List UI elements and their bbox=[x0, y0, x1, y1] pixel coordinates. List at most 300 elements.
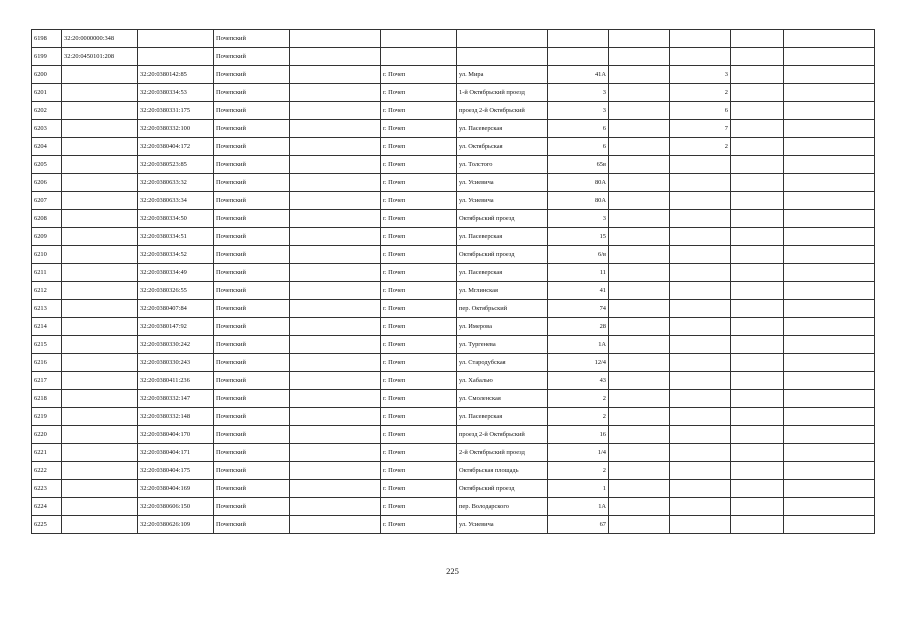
cell-empty bbox=[609, 228, 670, 246]
cell-city: г. Почеп bbox=[381, 84, 457, 102]
cell-house: 43 bbox=[548, 372, 609, 390]
cell-cadastral-number-2: 32:20:0380332:148 bbox=[138, 408, 214, 426]
cell-row-number: 6200 bbox=[32, 66, 62, 84]
table-row bbox=[32, 318, 875, 336]
cell-empty bbox=[609, 264, 670, 282]
cell-cadastral-number-2: 32:20:0380633:34 bbox=[138, 192, 214, 210]
cell-empty bbox=[784, 102, 875, 120]
cell-city: г. Почеп bbox=[381, 318, 457, 336]
cell-empty bbox=[290, 120, 381, 138]
cell-empty bbox=[609, 426, 670, 444]
cell-cadastral-number-2: 32:20:0380332:100 bbox=[138, 120, 214, 138]
cell-district: Почепский bbox=[214, 48, 290, 66]
cell-district: Почепский bbox=[214, 120, 290, 138]
cell-empty bbox=[609, 390, 670, 408]
cell-empty bbox=[609, 282, 670, 300]
cell-row-number: 6209 bbox=[32, 228, 62, 246]
cell-empty bbox=[731, 102, 784, 120]
cell-cadastral-number bbox=[62, 516, 138, 534]
cell-cadastral-number bbox=[62, 192, 138, 210]
cell-street: проезд 2-й Октябрьский bbox=[457, 102, 548, 120]
cell-empty bbox=[784, 462, 875, 480]
cell-city: г. Почеп bbox=[381, 66, 457, 84]
cell-district: Почепский bbox=[214, 138, 290, 156]
cell-empty bbox=[290, 84, 381, 102]
cell-street: пер. Октябрьский bbox=[457, 300, 548, 318]
cell-district: Почепский bbox=[214, 444, 290, 462]
cell-empty bbox=[609, 66, 670, 84]
cell-empty bbox=[290, 336, 381, 354]
cell-row-number: 6221 bbox=[32, 444, 62, 462]
cell-empty bbox=[731, 48, 784, 66]
cell-empty bbox=[290, 426, 381, 444]
cell-empty bbox=[784, 390, 875, 408]
cell-city: г. Почеп bbox=[381, 228, 457, 246]
cell-empty bbox=[290, 444, 381, 462]
cell-row-number: 6206 bbox=[32, 174, 62, 192]
cell-cadastral-number bbox=[62, 390, 138, 408]
cell-cadastral-number-2: 32:20:0380334:51 bbox=[138, 228, 214, 246]
cell-flat: 2 bbox=[670, 84, 731, 102]
cell-cadastral-number bbox=[62, 174, 138, 192]
cell-street: проезд 2-й Октябрьский bbox=[457, 426, 548, 444]
cell-house bbox=[548, 30, 609, 48]
cell-empty bbox=[290, 480, 381, 498]
cell-empty bbox=[784, 426, 875, 444]
cell-street: ул. Пасеверская bbox=[457, 228, 548, 246]
cell-empty bbox=[784, 66, 875, 84]
cell-empty bbox=[784, 336, 875, 354]
cell-empty bbox=[731, 66, 784, 84]
cell-street: ул. Пасеверская bbox=[457, 120, 548, 138]
cell-cadastral-number-2 bbox=[138, 48, 214, 66]
cell-flat bbox=[670, 408, 731, 426]
cell-row-number: 6215 bbox=[32, 336, 62, 354]
page-number: 225 bbox=[446, 566, 459, 576]
cell-empty bbox=[290, 516, 381, 534]
cell-empty bbox=[731, 156, 784, 174]
cell-cadastral-number bbox=[62, 300, 138, 318]
table-row bbox=[32, 84, 875, 102]
cell-empty bbox=[784, 480, 875, 498]
cell-street: ул. Октябрьская bbox=[457, 138, 548, 156]
cell-row-number: 6208 bbox=[32, 210, 62, 228]
cell-district: Почепский bbox=[214, 228, 290, 246]
cell-district: Почепский bbox=[214, 462, 290, 480]
cell-cadastral-number-2: 32:20:0380142:85 bbox=[138, 66, 214, 84]
cell-empty bbox=[731, 390, 784, 408]
cell-flat bbox=[670, 30, 731, 48]
cell-district: Почепский bbox=[214, 30, 290, 48]
cell-empty bbox=[731, 300, 784, 318]
cell-empty bbox=[609, 192, 670, 210]
cell-empty bbox=[290, 174, 381, 192]
cell-district: Почепский bbox=[214, 264, 290, 282]
cell-cadastral-number bbox=[62, 498, 138, 516]
cell-empty bbox=[784, 120, 875, 138]
cell-empty bbox=[290, 318, 381, 336]
cell-street: ул. Мглинская bbox=[457, 282, 548, 300]
cell-empty bbox=[731, 408, 784, 426]
cell-empty bbox=[609, 138, 670, 156]
cell-street: Октябрьский проезд bbox=[457, 210, 548, 228]
cell-empty bbox=[290, 390, 381, 408]
cell-house: 12/4 bbox=[548, 354, 609, 372]
cell-flat bbox=[670, 282, 731, 300]
cell-empty bbox=[290, 192, 381, 210]
cell-empty bbox=[609, 498, 670, 516]
cell-row-number: 6222 bbox=[32, 462, 62, 480]
cell-empty bbox=[290, 156, 381, 174]
cell-empty bbox=[731, 138, 784, 156]
table-row bbox=[32, 444, 875, 462]
cell-empty bbox=[731, 246, 784, 264]
cell-flat: 6 bbox=[670, 102, 731, 120]
cell-empty bbox=[290, 30, 381, 48]
cell-row-number: 6207 bbox=[32, 192, 62, 210]
cell-empty bbox=[731, 498, 784, 516]
cell-cadastral-number-2: 32:20:0380404:171 bbox=[138, 444, 214, 462]
cell-street: ул. Хабалью bbox=[457, 372, 548, 390]
cell-cadastral-number-2: 32:20:0380523:85 bbox=[138, 156, 214, 174]
cell-cadastral-number-2: 32:20:0380326:55 bbox=[138, 282, 214, 300]
cell-cadastral-number bbox=[62, 66, 138, 84]
cell-city: г. Почеп bbox=[381, 498, 457, 516]
cell-street: пер. Володарского bbox=[457, 498, 548, 516]
cell-empty bbox=[609, 300, 670, 318]
table-row bbox=[32, 102, 875, 120]
cell-empty bbox=[290, 246, 381, 264]
cell-row-number: 6216 bbox=[32, 354, 62, 372]
cell-cadastral-number-2: 32:20:0380404:172 bbox=[138, 138, 214, 156]
cell-empty bbox=[609, 156, 670, 174]
cell-city: г. Почеп bbox=[381, 444, 457, 462]
cell-cadastral-number bbox=[62, 480, 138, 498]
table-body bbox=[32, 30, 875, 534]
cell-street: ул. Усиевича bbox=[457, 192, 548, 210]
cell-flat bbox=[670, 48, 731, 66]
cell-empty bbox=[784, 300, 875, 318]
table-row bbox=[32, 174, 875, 192]
cell-cadastral-number-2: 32:20:0380334:49 bbox=[138, 264, 214, 282]
cell-empty bbox=[609, 516, 670, 534]
cell-house: 67 bbox=[548, 516, 609, 534]
cell-cadastral-number bbox=[62, 408, 138, 426]
cell-district: Почепский bbox=[214, 210, 290, 228]
cell-flat bbox=[670, 264, 731, 282]
cell-house: 3 bbox=[548, 102, 609, 120]
cell-street: 1-й Октябрьский проезд bbox=[457, 84, 548, 102]
cell-city: г. Почеп bbox=[381, 300, 457, 318]
cell-empty bbox=[731, 372, 784, 390]
cell-street: ул. Пасеверская bbox=[457, 408, 548, 426]
cell-city: г. Почеп bbox=[381, 336, 457, 354]
cell-empty bbox=[609, 102, 670, 120]
table-row bbox=[32, 354, 875, 372]
cell-cadastral-number bbox=[62, 264, 138, 282]
cell-cadastral-number-2: 32:20:0380334:50 bbox=[138, 210, 214, 228]
cell-city: г. Почеп bbox=[381, 390, 457, 408]
cell-house: 11 bbox=[548, 264, 609, 282]
registry-table bbox=[31, 29, 875, 534]
cell-cadastral-number-2: 32:20:0380411:236 bbox=[138, 372, 214, 390]
table-row bbox=[32, 408, 875, 426]
cell-empty bbox=[731, 282, 784, 300]
cell-cadastral-number-2 bbox=[138, 30, 214, 48]
cell-empty bbox=[784, 210, 875, 228]
cell-empty bbox=[609, 210, 670, 228]
table-row bbox=[32, 282, 875, 300]
cell-house: 41А bbox=[548, 66, 609, 84]
cell-cadastral-number-2: 32:20:0380334:53 bbox=[138, 84, 214, 102]
cell-cadastral-number-2: 32:20:0380330:242 bbox=[138, 336, 214, 354]
cell-empty bbox=[731, 354, 784, 372]
cell-district: Почепский bbox=[214, 300, 290, 318]
cell-flat bbox=[670, 174, 731, 192]
cell-city: г. Почеп bbox=[381, 480, 457, 498]
cell-empty bbox=[609, 408, 670, 426]
cell-house: 1А bbox=[548, 498, 609, 516]
cell-cadastral-number bbox=[62, 444, 138, 462]
cell-cadastral-number bbox=[62, 318, 138, 336]
cell-flat bbox=[670, 516, 731, 534]
cell-city: г. Почеп bbox=[381, 156, 457, 174]
cell-district: Почепский bbox=[214, 408, 290, 426]
cell-flat bbox=[670, 498, 731, 516]
cell-empty bbox=[290, 66, 381, 84]
cell-empty bbox=[731, 318, 784, 336]
cell-district: Почепский bbox=[214, 336, 290, 354]
cell-cadastral-number-2: 32:20:0380404:175 bbox=[138, 462, 214, 480]
cell-city bbox=[381, 30, 457, 48]
cell-empty bbox=[609, 84, 670, 102]
cell-cadastral-number bbox=[62, 246, 138, 264]
cell-street bbox=[457, 48, 548, 66]
cell-row-number: 6210 bbox=[32, 246, 62, 264]
cell-empty bbox=[609, 120, 670, 138]
cell-district: Почепский bbox=[214, 480, 290, 498]
cell-row-number: 6213 bbox=[32, 300, 62, 318]
cell-empty bbox=[609, 462, 670, 480]
cell-district: Почепский bbox=[214, 246, 290, 264]
cell-empty bbox=[784, 282, 875, 300]
cell-empty bbox=[609, 30, 670, 48]
table-row bbox=[32, 156, 875, 174]
cell-district: Почепский bbox=[214, 282, 290, 300]
cell-empty bbox=[290, 282, 381, 300]
cell-empty bbox=[784, 174, 875, 192]
cell-street: 2-й Октябрьский проезд bbox=[457, 444, 548, 462]
cell-empty bbox=[784, 516, 875, 534]
cell-empty bbox=[290, 354, 381, 372]
cell-empty bbox=[290, 372, 381, 390]
cell-row-number: 6204 bbox=[32, 138, 62, 156]
cell-flat bbox=[670, 300, 731, 318]
cell-empty bbox=[731, 210, 784, 228]
cell-empty bbox=[290, 138, 381, 156]
cell-flat bbox=[670, 372, 731, 390]
cell-empty bbox=[609, 372, 670, 390]
table-row bbox=[32, 120, 875, 138]
cell-city: г. Почеп bbox=[381, 192, 457, 210]
cell-street: ул. Мира bbox=[457, 66, 548, 84]
cell-house: 6/в bbox=[548, 246, 609, 264]
cell-row-number: 6211 bbox=[32, 264, 62, 282]
cell-street: Октябрьский проезд bbox=[457, 246, 548, 264]
cell-empty bbox=[784, 84, 875, 102]
cell-empty bbox=[290, 300, 381, 318]
cell-street: ул. Имерова bbox=[457, 318, 548, 336]
cell-empty bbox=[784, 192, 875, 210]
cell-city: г. Почеп bbox=[381, 408, 457, 426]
cell-cadastral-number-2: 32:20:0380404:170 bbox=[138, 426, 214, 444]
cell-city: г. Почеп bbox=[381, 120, 457, 138]
table-row bbox=[32, 48, 875, 66]
cell-row-number: 6225 bbox=[32, 516, 62, 534]
cell-flat bbox=[670, 462, 731, 480]
cell-district: Почепский bbox=[214, 354, 290, 372]
cell-empty bbox=[784, 444, 875, 462]
cell-empty bbox=[290, 408, 381, 426]
cell-house: 2 bbox=[548, 390, 609, 408]
cell-empty bbox=[290, 264, 381, 282]
cell-city: г. Почеп bbox=[381, 174, 457, 192]
cell-street: ул. Усиевича bbox=[457, 516, 548, 534]
cell-city: г. Почеп bbox=[381, 264, 457, 282]
cell-flat bbox=[670, 354, 731, 372]
cell-house: 15 bbox=[548, 228, 609, 246]
cell-cadastral-number bbox=[62, 156, 138, 174]
cell-city: г. Почеп bbox=[381, 282, 457, 300]
cell-empty bbox=[784, 354, 875, 372]
cell-empty bbox=[609, 336, 670, 354]
cell-row-number: 6219 bbox=[32, 408, 62, 426]
cell-empty bbox=[290, 48, 381, 66]
table-row bbox=[32, 138, 875, 156]
cell-city: г. Почеп bbox=[381, 138, 457, 156]
cell-cadastral-number bbox=[62, 138, 138, 156]
cell-district: Почепский bbox=[214, 372, 290, 390]
cell-city: г. Почеп bbox=[381, 426, 457, 444]
cell-city bbox=[381, 48, 457, 66]
cell-district: Почепский bbox=[214, 102, 290, 120]
cell-empty bbox=[290, 498, 381, 516]
cell-cadastral-number bbox=[62, 354, 138, 372]
cell-house: 74 bbox=[548, 300, 609, 318]
cell-city: г. Почеп bbox=[381, 246, 457, 264]
cell-street: ул. Усиевича bbox=[457, 174, 548, 192]
cell-house: 1/4 bbox=[548, 444, 609, 462]
cell-cadastral-number-2: 32:20:0380606:150 bbox=[138, 498, 214, 516]
cell-row-number: 6223 bbox=[32, 480, 62, 498]
cell-cadastral-number-2: 32:20:0380626:109 bbox=[138, 516, 214, 534]
cell-city: г. Почеп bbox=[381, 354, 457, 372]
table-row bbox=[32, 66, 875, 84]
cell-cadastral-number-2: 32:20:0380332:147 bbox=[138, 390, 214, 408]
cell-cadastral-number: 32:20:0450101:208 bbox=[62, 48, 138, 66]
table-row bbox=[32, 390, 875, 408]
cell-house: 28 bbox=[548, 318, 609, 336]
cell-city: г. Почеп bbox=[381, 102, 457, 120]
cell-district: Почепский bbox=[214, 192, 290, 210]
cell-row-number: 6199 bbox=[32, 48, 62, 66]
cell-cadastral-number bbox=[62, 462, 138, 480]
cell-cadastral-number: 32:20:0000000:348 bbox=[62, 30, 138, 48]
cell-empty bbox=[731, 516, 784, 534]
cell-empty bbox=[731, 174, 784, 192]
cell-empty bbox=[784, 246, 875, 264]
cell-row-number: 6205 bbox=[32, 156, 62, 174]
cell-empty bbox=[731, 444, 784, 462]
table-row bbox=[32, 30, 875, 48]
cell-empty bbox=[731, 480, 784, 498]
cell-house: 6 bbox=[548, 120, 609, 138]
cell-cadastral-number bbox=[62, 120, 138, 138]
cell-row-number: 6224 bbox=[32, 498, 62, 516]
cell-empty bbox=[731, 462, 784, 480]
cell-empty bbox=[784, 408, 875, 426]
cell-empty bbox=[290, 102, 381, 120]
cell-cadastral-number bbox=[62, 228, 138, 246]
cell-city: г. Почеп bbox=[381, 210, 457, 228]
cell-empty bbox=[731, 426, 784, 444]
cell-district: Почепский bbox=[214, 66, 290, 84]
cell-row-number: 6217 bbox=[32, 372, 62, 390]
cell-cadastral-number-2: 32:20:0380334:52 bbox=[138, 246, 214, 264]
cell-empty bbox=[784, 372, 875, 390]
cell-empty bbox=[784, 228, 875, 246]
cell-cadastral-number bbox=[62, 336, 138, 354]
cell-street: Октябрьская площадь bbox=[457, 462, 548, 480]
cell-row-number: 6201 bbox=[32, 84, 62, 102]
cell-row-number: 6220 bbox=[32, 426, 62, 444]
table-row bbox=[32, 192, 875, 210]
cell-cadastral-number-2: 32:20:0380147:92 bbox=[138, 318, 214, 336]
cell-house: 2 bbox=[548, 408, 609, 426]
cell-house: 2 bbox=[548, 462, 609, 480]
cell-district: Почепский bbox=[214, 174, 290, 192]
cell-row-number: 6203 bbox=[32, 120, 62, 138]
cell-cadastral-number-2: 32:20:0380404:169 bbox=[138, 480, 214, 498]
cell-flat bbox=[670, 192, 731, 210]
table-row bbox=[32, 372, 875, 390]
cell-district: Почепский bbox=[214, 516, 290, 534]
cell-flat bbox=[670, 426, 731, 444]
cell-cadastral-number-2: 32:20:0380407:84 bbox=[138, 300, 214, 318]
cell-empty bbox=[290, 228, 381, 246]
cell-house: 41 bbox=[548, 282, 609, 300]
cell-empty bbox=[731, 192, 784, 210]
cell-flat bbox=[670, 390, 731, 408]
cell-house: 6 bbox=[548, 138, 609, 156]
cell-empty bbox=[731, 84, 784, 102]
cell-house: 65в bbox=[548, 156, 609, 174]
cell-empty bbox=[731, 120, 784, 138]
cell-empty bbox=[784, 498, 875, 516]
cell-flat bbox=[670, 480, 731, 498]
cell-flat bbox=[670, 444, 731, 462]
cell-house: 1 bbox=[548, 480, 609, 498]
cell-empty bbox=[290, 210, 381, 228]
cell-empty bbox=[784, 156, 875, 174]
cell-street: ул. Смоленская bbox=[457, 390, 548, 408]
cell-flat bbox=[670, 246, 731, 264]
cell-district: Почепский bbox=[214, 84, 290, 102]
cell-flat: 3 bbox=[670, 66, 731, 84]
cell-house: 80А bbox=[548, 192, 609, 210]
cell-row-number: 6202 bbox=[32, 102, 62, 120]
cell-cadastral-number-2: 32:20:0380330:243 bbox=[138, 354, 214, 372]
